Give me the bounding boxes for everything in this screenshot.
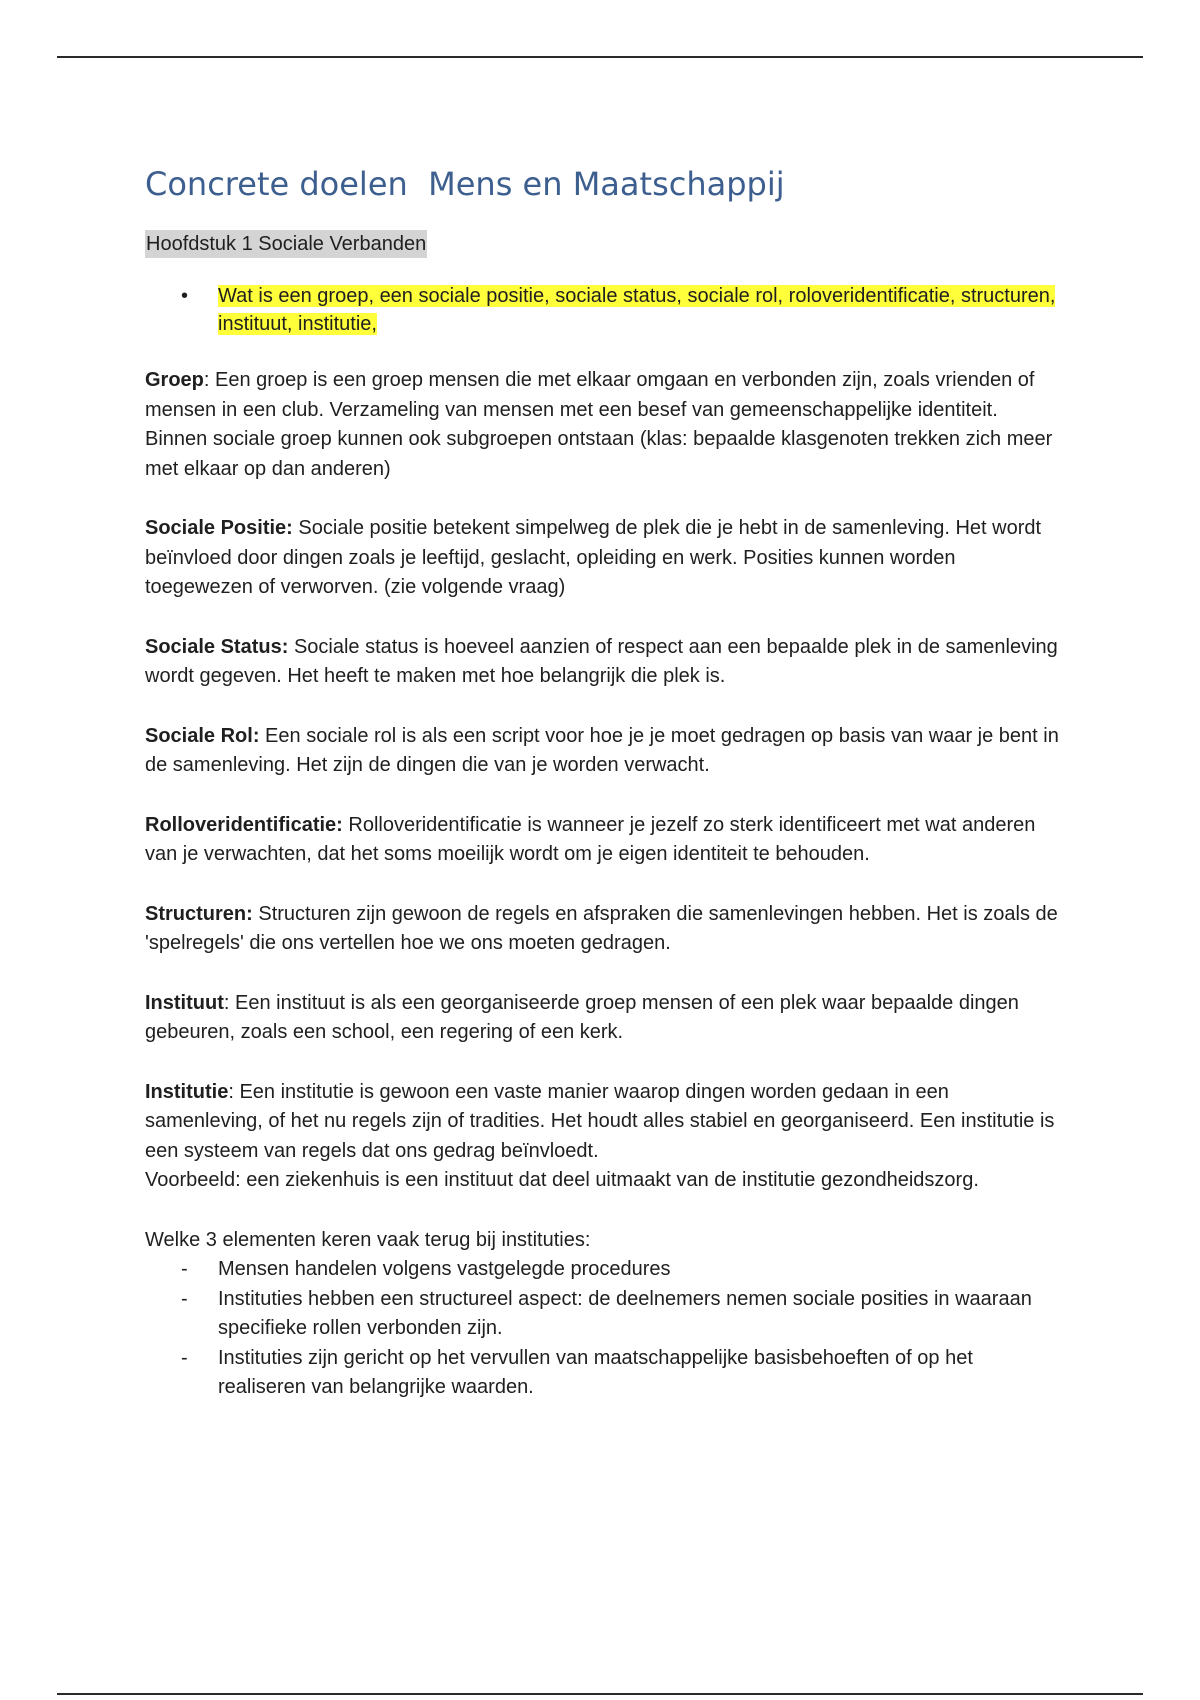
definition-instituut [145, 989, 1065, 1048]
definition-text: Een instituut is als een georganiseerde groep mensen of een plek waar bepaalde dingen gebeuren, zoals een school, een regering of een kerk. [145, 991, 1019, 1043]
definition-separator: : [223, 991, 235, 1014]
list-item [145, 1344, 1065, 1403]
list-item [145, 1285, 1065, 1344]
dash-marker: - [181, 1258, 188, 1280]
footer-rule [57, 1693, 1143, 1695]
definition-text: Sociale positie betekent simpelweg de plek die je hebt in de samenleving. Het wordt beïnvloed door dingen zoals je leeftijd, geslacht, opleiding en werk. Posities kunnen worden toegewezen of verworven. (zie volgende vraag) [145, 517, 1042, 598]
definition-text: Structuren zijn gewoon de regels en afspraken die samenlevingen hebben. Het is zoals de 'spelregels' die ons vertellen hoe we ons moeten gedragen. [145, 902, 1058, 954]
list-item [145, 1255, 1065, 1285]
elements-list [145, 1255, 1065, 1403]
definition-text: Een groep is een groep mensen die met elkaar omgaan en verbonden zijn, zoals vrienden of mensen in een club. Verzameling van mensen met een besef van gemeenschappelijke identiteit. Binnen sociale groep kunnen ook subgroepen ontstaan (klas: bepaalde klasgenoten trekken zich meer met elkaar op dan anderen) [145, 369, 1053, 480]
definition-sociale-status [145, 633, 1065, 692]
definition-text: Een institutie is gewoon een vaste manier waarop dingen worden gedaan in een samenleving, of het nu regels zijn of tradities. Het houdt alles stabiel en georganiseerd. Een institutie is een systeem van regels dat ons gedrag beïnvloedt. [145, 1080, 1055, 1162]
document-title: Concrete doelen Mens en Maatschappij [145, 165, 785, 203]
definition-structuren [145, 900, 1065, 959]
definition-term: Structuren: [145, 902, 253, 925]
definition-term: Rolloveridentificatie: [145, 813, 343, 836]
definition-text: Een sociale rol is als een script voor hoe je je moet gedragen op basis van waar je bent in de samenleving. Het zijn de dingen die van je worden verwacht. [145, 724, 1059, 776]
list-item-text: Mensen handelen volgens vastgelegde procedures [218, 1258, 671, 1280]
elements-intro: Welke 3 elementen keren vaak terug bij instituties: [145, 1228, 591, 1251]
dash-marker: - [181, 1346, 188, 1369]
definition-term: Institutie [145, 1080, 229, 1103]
definition-text: Rolloveridentificatie is wanneer je jezelf zo sterk identificeert met wat anderen van je verwachten, dat het soms moeilijk wordt om je eigen identiteit te behouden. [145, 813, 1036, 865]
highlighted-question: Wat is een groep, een sociale positie, sociale status, sociale rol, roloveridentificatie, structuren, instituut, institutie, [218, 285, 1056, 335]
example-paragraph: Voorbeeld: een ziekenhuis is een instituut dat deel uitmaakt van de institutie gezondheidszorg. [145, 1169, 979, 1191]
list-item-text: Instituties hebben een structureel aspect: de deelnemers nemen sociale posities in waaraan specifieke rollen verbonden zijn. [218, 1287, 1032, 1339]
definition-term: Sociale Rol: [145, 724, 260, 747]
dash-marker: - [181, 1287, 188, 1310]
header-rule [57, 56, 1143, 58]
document-page [145, 160, 1065, 1403]
definition-sociale-rol [145, 722, 1065, 781]
definition-term: Sociale Positie: [145, 517, 293, 539]
chapter-heading: Hoofdstuk 1 Sociale Verbanden [145, 230, 427, 258]
definition-groep [145, 366, 1065, 484]
definition-sociale-positie [145, 514, 1065, 603]
definition-rolloveridentificatie [145, 811, 1065, 870]
definition-term: Sociale Status: [145, 635, 289, 658]
definition-term: Groep [145, 369, 204, 391]
definition-institutie [145, 1078, 1065, 1167]
definition-separator: : [203, 369, 216, 391]
list-item-text: Instituties zijn gericht op het vervullen van maatschappelijke basisbehoeften of op het realiseren van belangrijke waarden. [218, 1346, 973, 1398]
definition-text: Sociale status is hoeveel aanzien of respect aan een bepaalde plek in de samenleving wordt gegeven. Het heeft te maken met hoe belangrijk die plek is. [145, 635, 1058, 687]
bullet-marker: • [181, 285, 189, 307]
list-item [145, 282, 1065, 338]
definition-term: Instituut [145, 991, 224, 1014]
question-list [145, 282, 1065, 338]
definition-separator: : [228, 1080, 240, 1103]
